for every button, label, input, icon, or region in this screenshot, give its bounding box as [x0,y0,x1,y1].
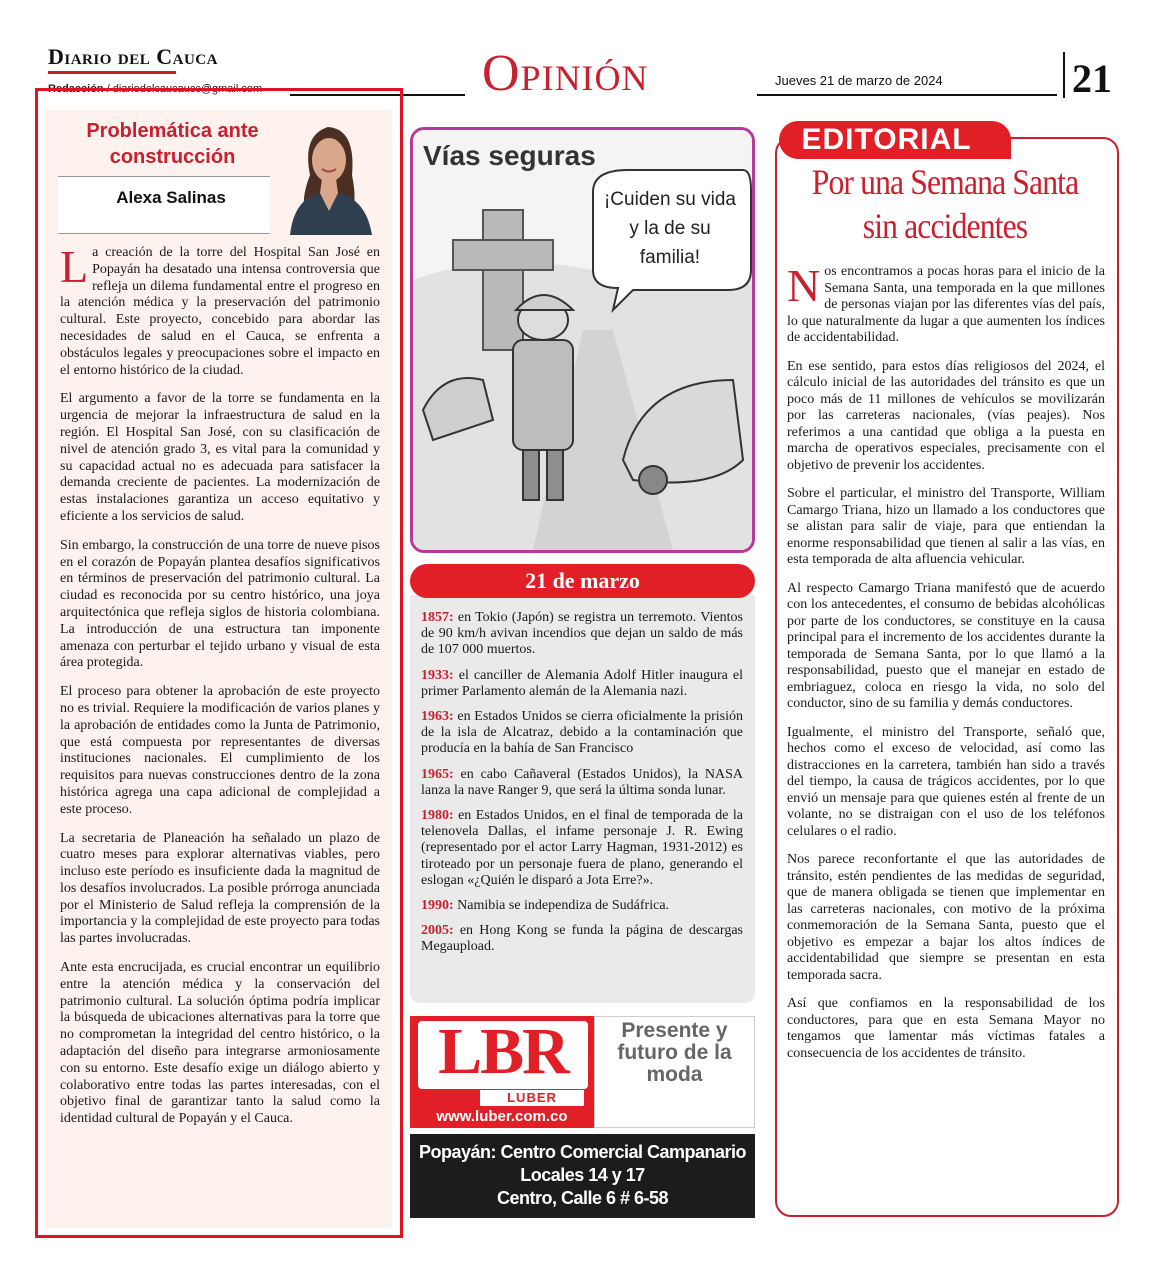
ad-address-line: Popayán: Centro Comercial Campanario [418,1142,747,1162]
ad-address-line: Centro, Calle 6 # 6-58 [496,1188,669,1208]
ephemeris-item: 1963: en Estados Unidos se cierra oficialmente la prisión de la isla de Alcatraz, debido a la contaminación que producía en la bahía de San Francisco [421,709,743,757]
ephemeris-item: 1933: el canciller de Alemania Adolf Hitler inaugura el primer Parlamento alemán de la Alemania nazi. [421,667,743,699]
ad-brand-name: LUBER [507,1090,557,1105]
ad-url-link[interactable]: www.luber.com.co [436,1108,568,1125]
ephemeris-year: 1965: [421,766,454,782]
column-paragraph: La creación de la torre del Hospital San José en Popayán ha desatado una intensa controversia que refleja un dilema fundamental entre el progreso en la atención médica y la preservación del patrimonio cultural. Este proyecto, concebido para abordar las necesidades de salud en el Cauca, se enfrenta a obstáculos legales y preocupaciones sobre el impacto en el entorno histórico de la ciudad. [60,241,380,378]
cartoon-speech-bubble: ¡Cuiden su vida y la de su familia! [603,189,737,268]
ephemeris-item: 1990: Namibia se independiza de Sudáfrica. [421,898,670,914]
ad-slogan: Presente y futuro de la moda [617,1019,732,1086]
cartoon-title: Vías seguras [423,140,596,171]
ephemeris-year: 1857: [421,610,454,625]
column-paragraph: Ante esta encrucijada, es crucial encontrar un equilibrio entre la atención médica y la conservación del patrimonio cultural. La solución óptima podría implicar la búsqueda de ubicaciones alternativas para la torre que no comprometan la integridad del centro histórico, o la adaptación del diseño para integrarse armoniosamente con su entorno. Este desafío exige un diálogo abierto y colaborativo entre todas las partes interesadas, con el objetivo final de garantizar tanto la salud como la identidad cultural de Popayán y el Cauca. [60,960,380,1127]
redaccion-label: Redacción [48,83,104,95]
ephemeris-year: 1933: [421,667,454,683]
editorial-paragraph: En ese sentido, para estos días religiosos del 2024, el cálculo inicial de las autoridades del tránsito es que un poco más de 11 millones de vehículos se movilizarán por las carreteras nacionales, (vías peajes). Nos referimos a una cantidad que obliga a la puesta en marcha de operativos especiales, precisamente con el objetivo de prevenir los accidentes. [787,358,1105,473]
column-title: Problemática ante construcción [86,120,259,168]
ephemeris-item: 1980: en Estados Unidos, en el final de temporada de la telenovela Dallas, el infame personaje J. R. Ewing (representado por el actor Larry Hagman, 1931-2012) es tiroteado por un personaje fuera de plano, generando el eslogan «¿Quién le disparó a Jota Erre?». [421,808,743,888]
editorial-paragraph: Nos encontramos a pocas horas para el inicio de la Semana Santa, una temporada en la que millones de personas viajan por las diferentes vías del país, lo que naturalmente da lugar a que aumenten los índices de accidentabilidad. [787,260,1105,345]
ad-address-line: Locales 14 y 17 [520,1165,645,1185]
editorial-paragraph: Así que confiamos en la responsabilidad de los conductores, para que en esta Semana Mayor no tengamos que lamentar más víctimas fatales a consecuencia de los accidentes de tránsito. [787,996,1105,1061]
author-photo [272,115,384,235]
editorial-paragraph: Sobre el particular, el ministro del Transporte, William Camargo Triana, hizo un llamado a los conductores que se alistan para salir de viaje, para que entiendan la enorme responsabilidad que tienen al salir a las vías, en esta temporada de alta afluencia vehicular. [787,486,1105,567]
ephemeris-item: 2005: en Hong Kong se funda la página de descargas Megaupload. [421,923,743,955]
redaccion-email: / diariodelcaucaucc@gmail.com [103,83,263,95]
ephemeris-item: 1857: en Tokio (Japón) se registra un terremoto. Vientos de 90 km/h avivan incendios que dejan un saldo de más de 107 000 muertos. [421,610,743,658]
header-rule-right [757,94,1057,96]
editorial-label: EDITORIAL [801,123,972,156]
header-divider [1063,52,1065,98]
page-number: 21 [1072,56,1112,101]
column-author: Alexa Salinas [116,188,226,207]
editorial-paragraph: Nos parece reconfortante el que las autoridades de tránsito, estén pendientes de las medidas de seguridad, que de manera obligada se tienen que implementar en las carreteras nacionales, con motivo de la próxima conmemoración de la Semana Santa, puesto que el objetivo es empezar a bajar los altos índices de accidentabilidad que siempre se presentan en esta temporada sacra. [787,852,1105,983]
editorial-paragraph: Igualmente, el ministro del Transporte, señaló que, hechos como el exceso de velocidad, así como las distracciones en la carretera, también han sido a través del tiempo, la causa de trágicos accidentes, por lo que envió un mensaje para que quienes estén al frente de un volante, no se distraigan con el uso de los teléfonos celulares o el radio. [787,724,1105,839]
editorial-body [787,260,1105,1074]
ephemeris-item: 1965: en cabo Cañaveral (Estados Unidos), la NASA lanza la nave Ranger 9, que será la última sonda lunar. [421,766,743,798]
editorial-title: Por una Semana Santa sin accidentes [811,162,1079,246]
issue-date: Jueves 21 de marzo de 2024 [775,73,943,88]
ephemeris-year: 1963: [421,709,454,725]
editorial-dropcap: N [787,260,821,311]
column-paragraph: Sin embargo, la construcción de una torre de nueve pisos en el corazón de Popayán plantea desafíos significativos en términos de preservación del patrimonio cultural. La ciudad es reconocida por su centro histórico, una joya arquitectónica que refleja siglos de historia colombiana. La introducción de una estructura tan imponente amenaza con perturbar el tejido urbano y visual de esta área protegida. [60,537,380,671]
column-paragraph: El proceso para obtener la aprobación de este proyecto no es trivial. Requiere la modificación de varios planes y la aprobación de entidades como la Junta de Patrimonio, que está compuesta por representantes de diversas instituciones nacionales. El cumplimiento de los requisitos para nuevas construcciones dentro de la zona histórica agrega una capa adicional de complejidad a este proceso. [60,684,380,817]
masthead: Diario del Cauca [48,44,218,69]
masthead-underline [48,71,176,74]
ephemeris-year: 2005: [421,923,454,939]
column-paragraph: El argumento a favor de la torre se fundamenta en la urgencia de mejorar la infraestructura de salud en la región. El Hospital San José, con su clasificación de nivel de atención grado 3, es vital para la comunidad y su capacidad actual no es adecuada para satisfacer la demanda creciente de pacientes. La modernización de estas instalaciones garantiza un acceso equitativo y eficiente a los servicios de salud. [60,391,380,524]
ephemeris-year: 1980: [421,808,454,824]
section-title: Opinión [482,45,649,102]
column-dropcap: L [60,241,89,292]
ephemeris-year: 1990: [421,898,454,914]
ephemerides-heading: 21 de marzo [525,568,640,593]
ad-address [410,1141,755,1210]
ephemerides-list [421,610,743,965]
column-paragraph: La secretaria de Planeación ha señalado un plazo de cuatro meses para explorar alternativas viables, pero incluso este período es insuficiente dada la magnitud de los desafíos involucrados. La posible prórroga anunciada por el Ministerio de Salud refleja la comprensión de la importancia y la complejidad de este proyecto para todas las partes involucradas. [60,830,380,947]
column-body [60,241,380,1140]
editorial-paragraph: Al respecto Camargo Triana manifestó que de acuerdo con los antecedentes, el consumo de bebidas alcohólicas por parte de los conductores, se constituye en la causa principal para el incremento de los accidentes durante la temporada de Semana Santa, por lo que llamó a la responsabilidad, puesto que el manejar en estado de embriaguez, coloca en riesgo la vida, no solo del conductor, sino de su familia y demás conductores. [787,580,1105,711]
ad-logo: LBR [438,1015,568,1088]
